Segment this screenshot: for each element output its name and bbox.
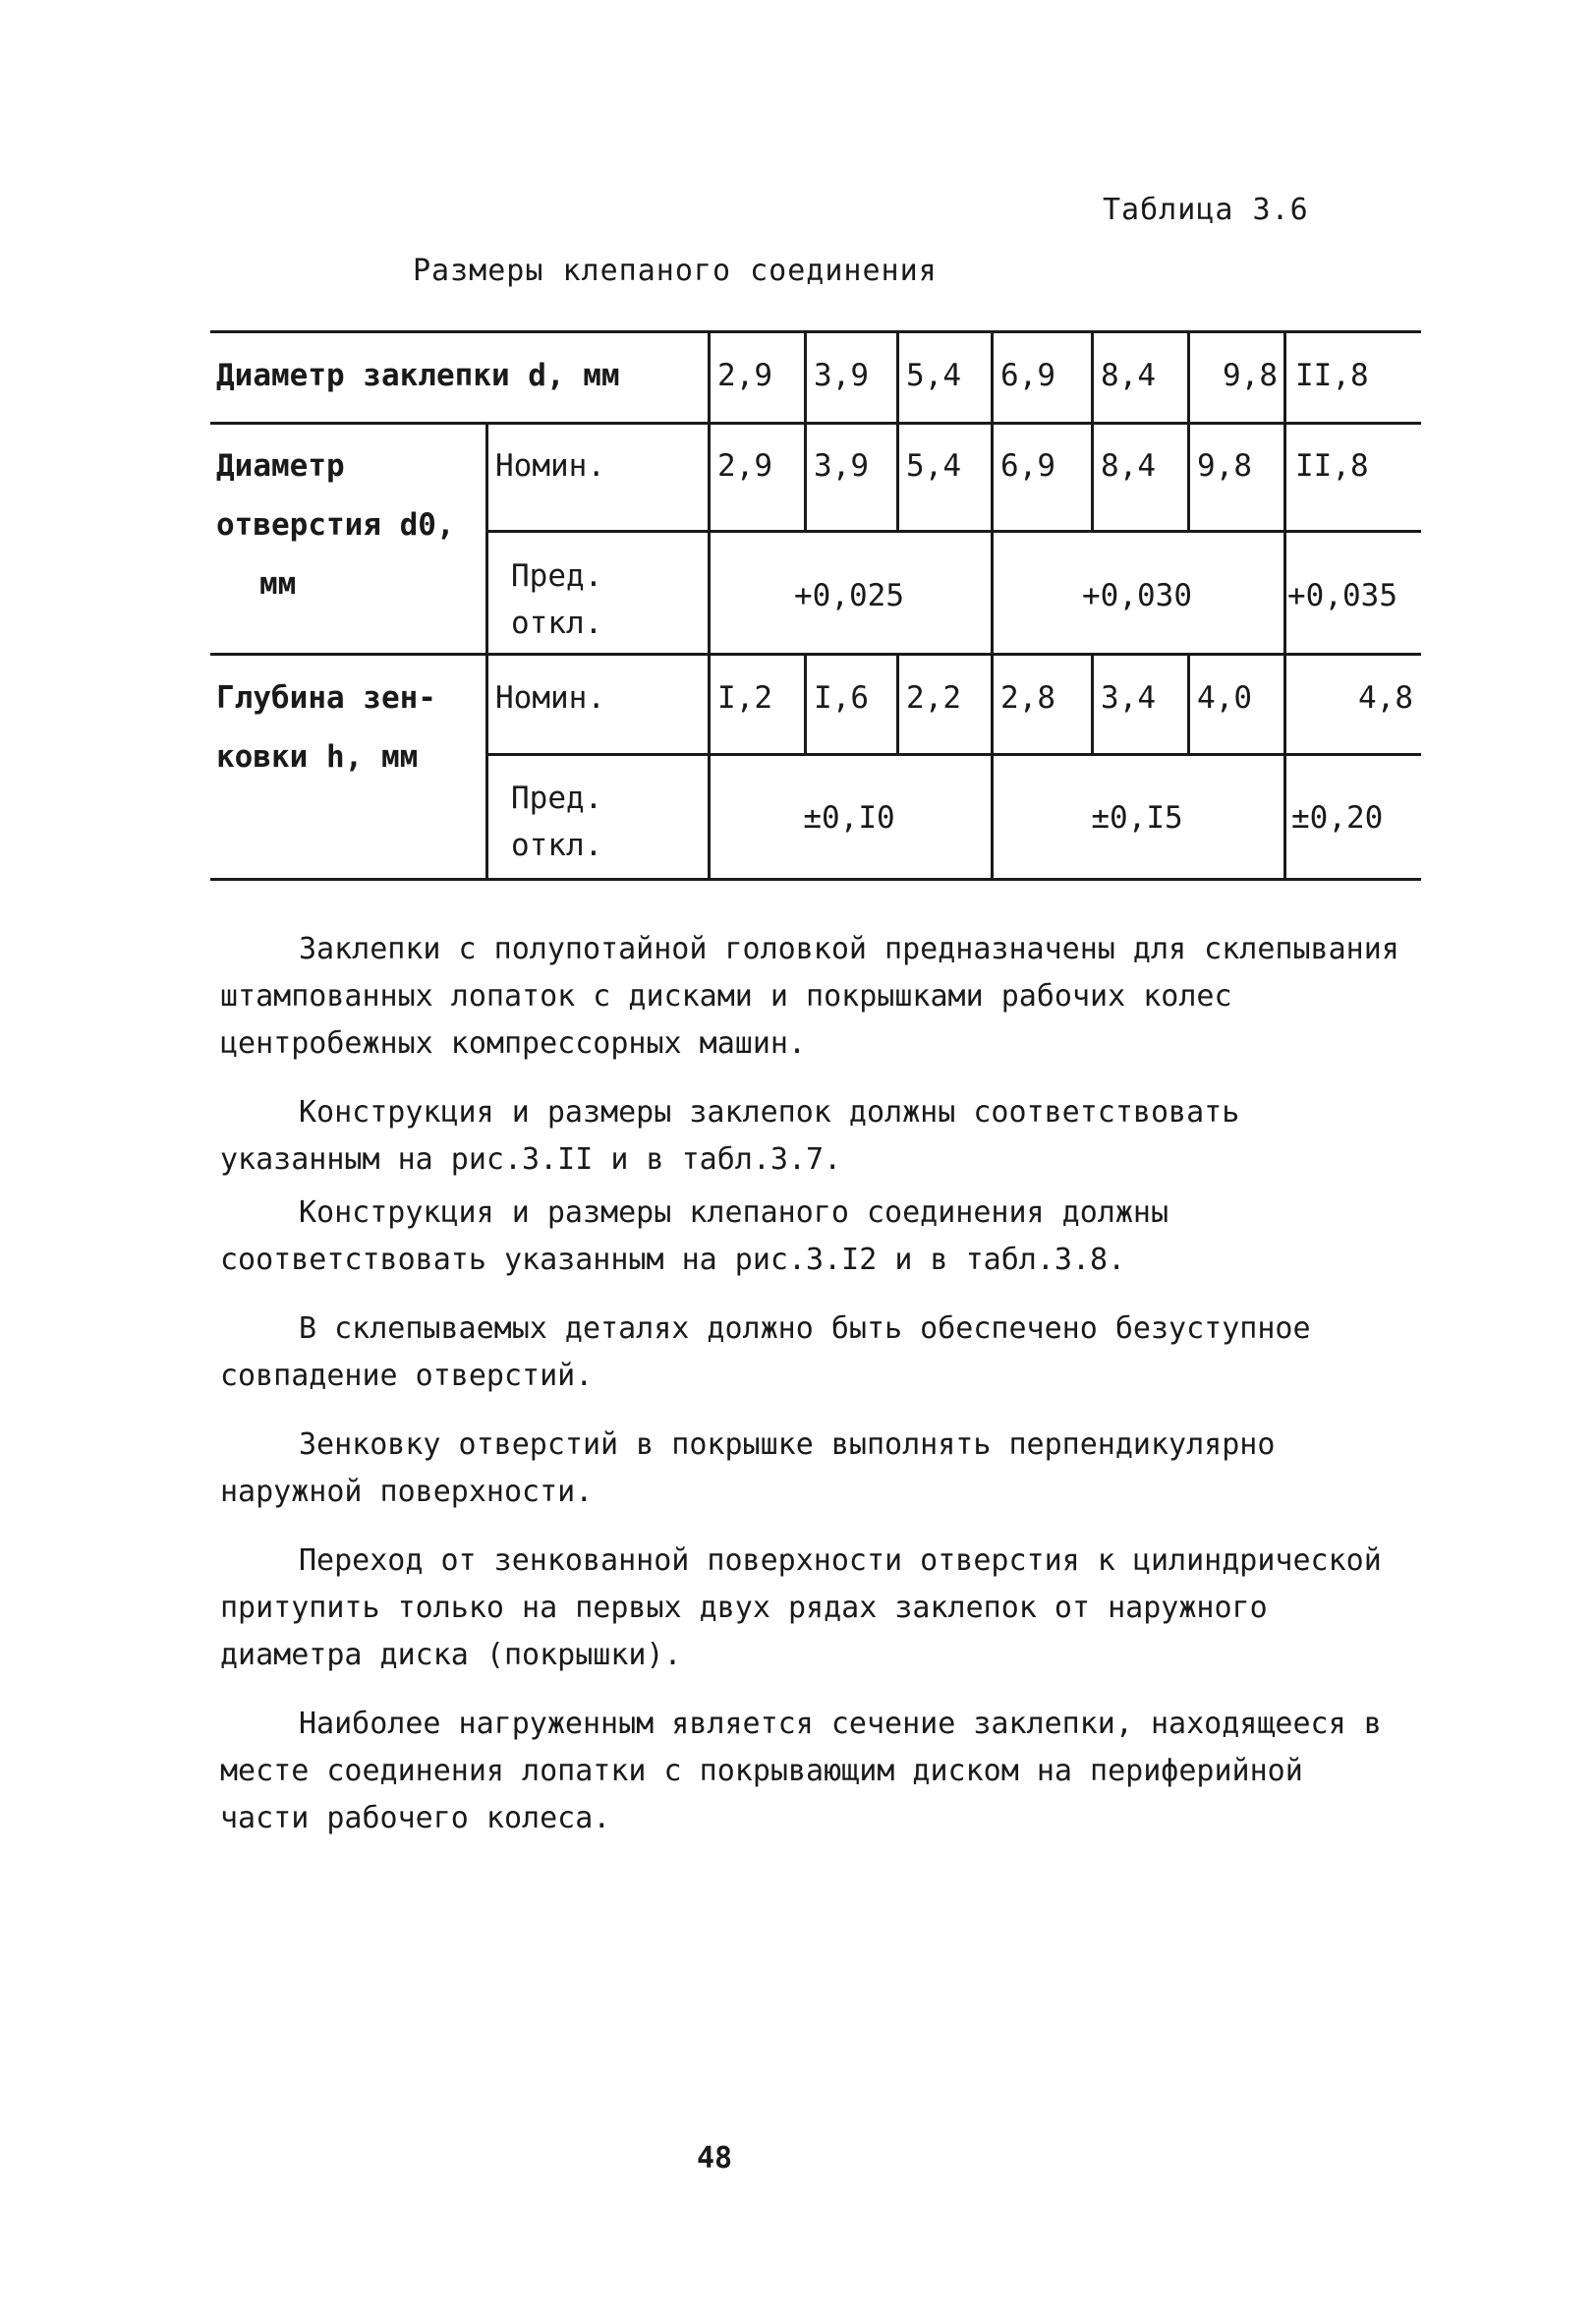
hole-diameter-label: отверстия d0, (216, 507, 455, 543)
tolerance-label: Пред. (511, 558, 603, 594)
depth-tolerance-value: ±0,I0 (803, 800, 895, 836)
table-top-border (210, 330, 1421, 333)
countersink-depth-label: Глубина зен- (216, 680, 436, 716)
tolerance-label: Пред. (511, 781, 603, 816)
hole-nominal-value: 5,4 (906, 448, 961, 484)
hole-nominal-value: 3,9 (814, 448, 869, 484)
row2-nominal-bottom (485, 530, 1421, 533)
row2-bottom-border (210, 653, 1421, 656)
depth-nominal-value: 3,4 (1101, 680, 1156, 716)
hole-nominal-value: 2,9 (717, 448, 772, 484)
depth-nominal-value: 4,8 (1358, 680, 1413, 716)
tolerance-label: откл. (511, 606, 603, 641)
depth-nominal-value: 4,0 (1197, 680, 1252, 716)
rivet-diameter-label: Диаметр заклепки d, мм (216, 358, 620, 393)
depth-nominal-value: 2,2 (906, 680, 961, 716)
rivet-dimensions-table (210, 330, 1421, 881)
row1-bottom-border (210, 422, 1421, 425)
nominal-label: Номин. (495, 448, 605, 484)
rivet-diameter-value: 2,9 (717, 358, 772, 393)
hole-tolerance-value: +0,025 (794, 578, 904, 613)
paragraph: Заклепки с полупотайной головкой предназначены для склепывания штампованных лопаток с дисками и покрышками рабочих колес центробежных компрессорных машин. (220, 932, 1399, 1061)
depth-nominal-value: I,2 (717, 680, 772, 716)
table-bottom-border (210, 878, 1421, 881)
hole-diameter-label: Диаметр (216, 448, 345, 484)
depth-nominal-value: 2,8 (1000, 680, 1055, 716)
value-divider-2 (896, 330, 899, 533)
value-divider-1b (804, 653, 807, 753)
value-divider-5b (1187, 653, 1190, 753)
rivet-diameter-value: II,8 (1295, 358, 1369, 393)
depth-tolerance-value: ±0,I5 (1091, 800, 1183, 836)
page-number: 48 (696, 2141, 733, 2176)
label-column-divider (485, 422, 488, 881)
hole-tolerance-value: +0,035 (1287, 578, 1397, 613)
rivet-diameter-value: 8,4 (1101, 358, 1156, 393)
paragraph: Конструкция и размеры клепаного соединения должны соответствовать указанным на рис.3.I2 и в табл.3.8. (220, 1195, 1169, 1277)
paragraph: Переход от зенкованной поверхности отверстия к цилиндрической притупить только на первых двух рядах заклепок от наружного диаметра диска (покрышки). (220, 1543, 1382, 1672)
paragraph: Зенковку отверстий в покрышке выполнять перпендикулярно наружной поверхности. (220, 1427, 1276, 1509)
value-divider-1 (804, 330, 807, 533)
value-divider-4b (1091, 653, 1094, 753)
table-caption: Размеры клепаного соединения (413, 254, 938, 288)
paragraph: В склепываемых деталях должно быть обеспечено безуступное совпадение отверстий. (220, 1311, 1311, 1393)
rivet-diameter-value: 3,9 (814, 358, 869, 393)
hole-nominal-value: 8,4 (1101, 448, 1156, 484)
row3-nominal-bottom (485, 753, 1421, 756)
hole-diameter-label: мм (259, 566, 297, 602)
countersink-depth-label: ковки h, мм (216, 739, 419, 775)
hole-nominal-value: 9,8 (1197, 448, 1252, 484)
rivet-diameter-value: 5,4 (906, 358, 961, 393)
hole-nominal-value: II,8 (1295, 448, 1369, 484)
rivet-diameter-value: 6,9 (1000, 358, 1055, 393)
depth-tolerance-value: ±0,20 (1291, 800, 1384, 836)
paragraph: Наиболее нагруженным является сечение заклепки, находящееся в месте соединения лопатки с покрывающим диском на периферийной части рабочего колеса. (220, 1707, 1382, 1835)
rivet-diameter-value: 9,8 (1223, 358, 1278, 393)
value-divider-2b (896, 653, 899, 753)
value-divider-4 (1091, 330, 1094, 533)
hole-nominal-value: 6,9 (1000, 448, 1055, 484)
table-number: Таблица 3.6 (1103, 193, 1309, 227)
nominal-label: Номин. (495, 680, 605, 716)
depth-nominal-value: I,6 (814, 680, 869, 716)
tolerance-label: откл. (511, 828, 603, 863)
body-text (220, 926, 1399, 1864)
paragraph: Конструкция и размеры заклепок должны соответствовать указанным на рис.3.II и в табл.3.7. (220, 1095, 1240, 1177)
hole-tolerance-value: +0,030 (1082, 578, 1192, 613)
value-divider-6 (1283, 330, 1286, 881)
